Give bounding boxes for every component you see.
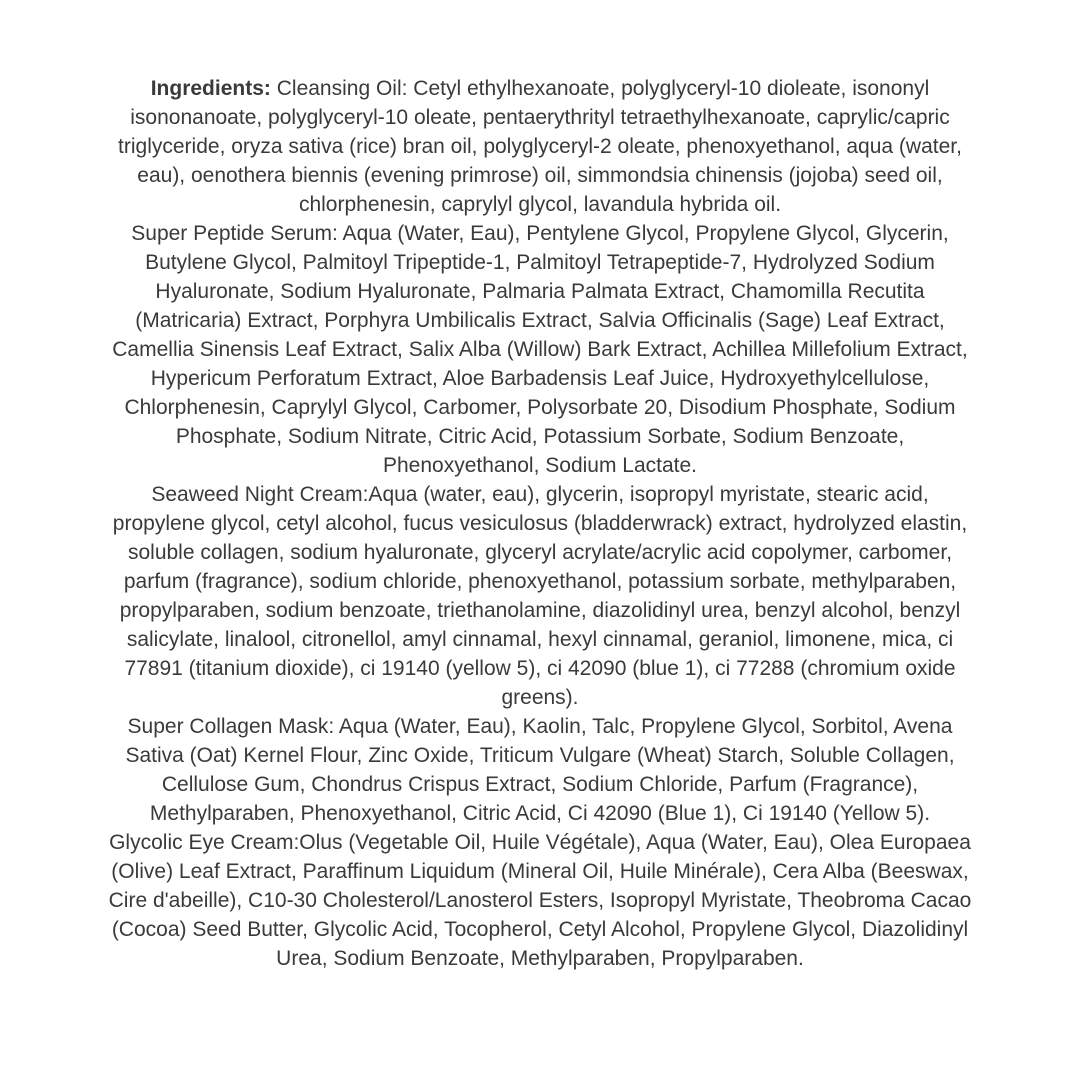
product-ingredients-seaweed-night-cream: Seaweed Night Cream:Aqua (water, eau), glycerin, isopropyl myristate, stearic acid, propylene glycol, cetyl alcohol, fucus vesiculosus (bladderwrack) extract, hydrolyzed elastin, soluble collagen, sodium hyaluronate, glyceryl acrylate/acrylic acid copolymer, carbomer, parfum (fragrance), sodium chloride, phenoxyethanol, potassium sorbate, methylparaben, propylparaben, sodium benzoate, triethanolamine, diazolidinyl urea, benzyl alcohol, benzyl salicylate, linalool, citronellol, amyl cinnamal, hexyl cinnamal, geraniol, limonene, mica, ci 77891 (titanium dioxide), ci 19140 (yellow 5), ci 42090 (blue 1), ci 77288 (chromium oxide greens). [112,483,968,709]
product-ingredients-super-peptide-serum: Super Peptide Serum: Aqua (Water, Eau), Pentylene Glycol, Propylene Glycol, Glycerin, Butylene Glycol, Palmitoyl Tripeptide-1, Palmitoyl Tetrapeptide-7, Hydrolyzed Sodium Hyaluronate, Sodium Hyaluronate, Palmaria Palmata Extract, Chamomilla Recutita (Matricaria) Extract, Porphyra Umbilicalis Extract, Salvia Officinalis (Sage) Leaf Extract, Camellia Sinensis Leaf Extract, Salix Alba (Willow) Bark Extract, Achillea Millefolium Extract, Hypericum Perforatum Extract, Aloe Barbadensis Leaf Juice, Hydroxyethylcellulose, Chlorphenesin, Caprylyl Glycol, Carbomer, Polysorbate 20, Disodium Phosphate, Sodium Phosphate, Sodium Nitrate, Citric Acid, Potassium Sorbate, Sodium Benzoate, Phenoxyethanol, Sodium Lactate. [112,222,968,477]
product-ingredients-cleansing-oil [105,74,975,219]
ingredients-panel [105,0,975,973]
product-ingredients-glycolic-eye-cream: Glycolic Eye Cream:Olus (Vegetable Oil, Huile Végétale), Aqua (Water, Eau), Olea Europaea (Olive) Leaf Extract, Paraffinum Liquidum (Mineral Oil, Huile Minérale), Cera Alba (Beeswax, Cire d'abeille), C10-30 Cholesterol/Lanosterol Esters, Isopropyl Myristate, Theobroma Cacao (Cocoa) Seed Butter, Glycolic Acid, Tocopherol, Cetyl Alcohol, Propylene Glycol, Diazolidinyl Urea, Sodium Benzoate, Methylparaben, Propylparaben. [108,831,972,970]
ingredients-heading: Ingredients: [150,77,277,100]
product-ingredients-super-collagen-mask: Super Collagen Mask: Aqua (Water, Eau), Kaolin, Talc, Propylene Glycol, Sorbitol, Avena Sativa (Oat) Kernel Flour, Zinc Oxide, Triticum Vulgare (Wheat) Starch, Soluble Collagen, Cellulose Gum, Chondrus Crispus Extract, Sodium Chloride, Parfum (Fragrance), Methylparaben, Phenoxyethanol, Citric Acid, Ci 42090 (Blue 1), Ci 19140 (Yellow 5). [125,715,955,825]
product-ingredients-text: Cleansing Oil: Cetyl ethylhexanoate, polyglyceryl-10 dioleate, isononyl isononanoate, polyglyceryl-10 oleate, pentaerythrityl tetraethylhexanoate, caprylic/capric triglyceride, oryza sativa (rice) bran oil, polyglyceryl-2 oleate, phenoxyethanol, aqua (water, eau), oenothera biennis (evening primrose) oil, simmondsia chinensis (jojoba) seed oil, chlorphenesin, caprylyl glycol, lavandula hybrida oil. [118,77,962,216]
